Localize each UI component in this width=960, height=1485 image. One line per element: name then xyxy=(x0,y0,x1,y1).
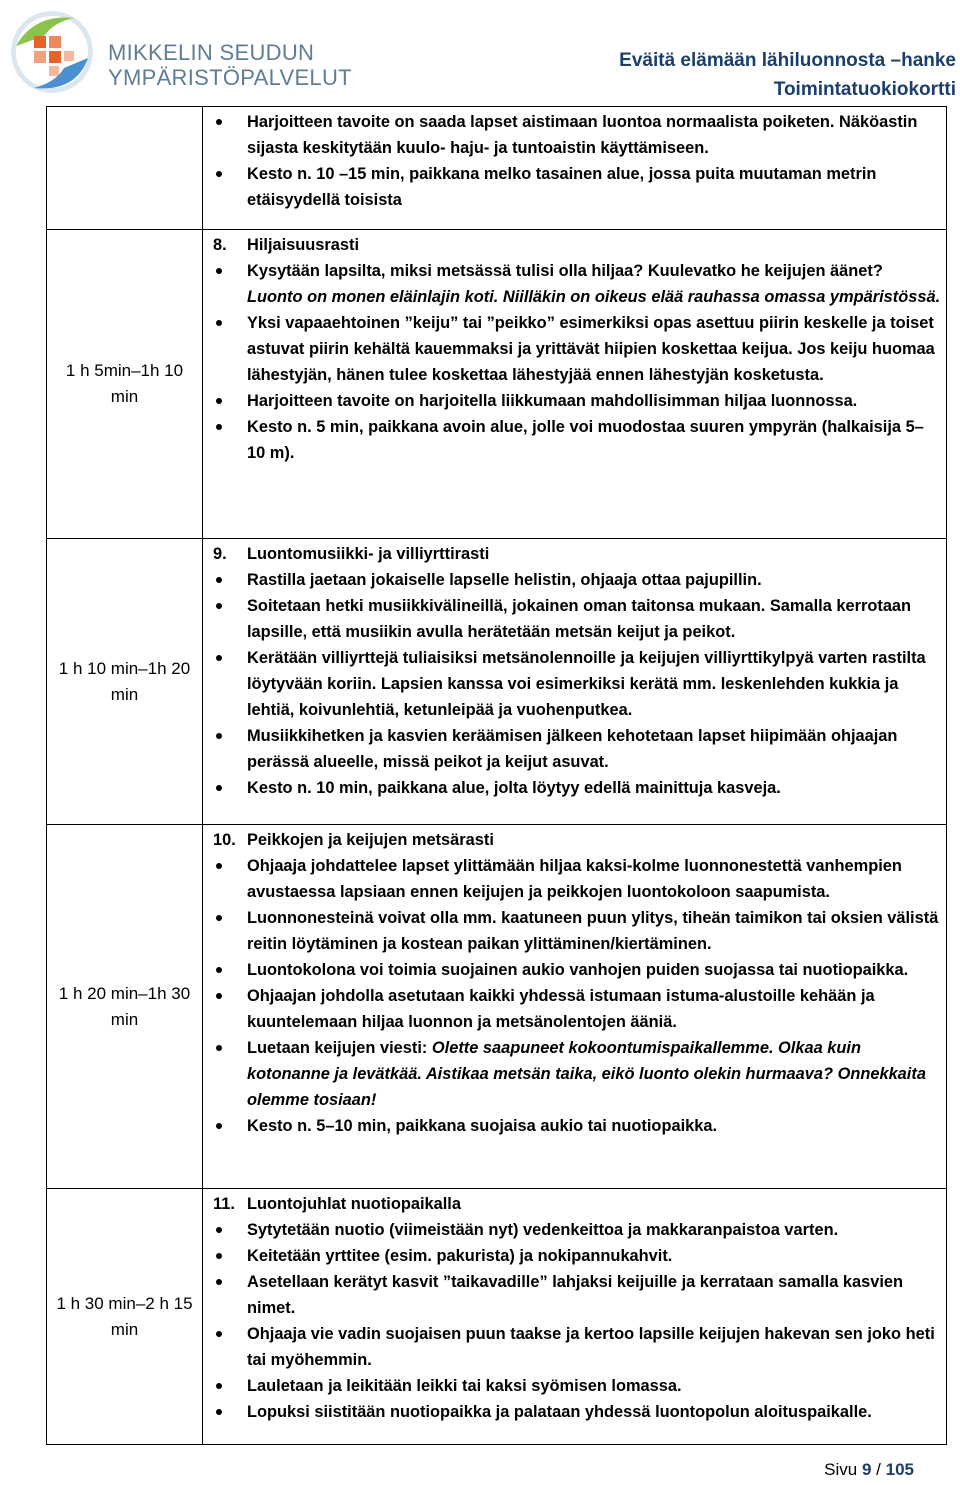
org-name xyxy=(108,40,352,90)
station-title: Peikkojen ja keijujen metsärasti xyxy=(247,831,494,849)
bullet-item xyxy=(203,1113,942,1139)
bullet-text: Soitetaan hetki musiikkivälineillä, jokainen oman taitonsa mukaan. Samalla kerrotaan lapsille, että musiikin avulla herätetään metsän keijut ja peikot. xyxy=(247,597,912,641)
station-title: Luontojuhlat nuotiopaikalla xyxy=(247,1195,461,1213)
time-cell: 1 h 30 min–2 h 15 min xyxy=(47,1189,203,1445)
bullet-text: Asetellaan kerätyt kasvit ”taikavadille” lahjaksi keijuille ja kerrataan samalla kasvien nimet. xyxy=(247,1273,904,1317)
schedule-row xyxy=(47,539,947,825)
bullet-text: Harjoitteen tavoite on harjoitella liikkumaan mahdollisimman hiljaa luonnossa. xyxy=(247,392,858,410)
bullet-item xyxy=(203,1269,942,1321)
bullet-item xyxy=(203,388,942,414)
time-cell xyxy=(47,107,203,230)
bullet-item xyxy=(203,1035,942,1113)
bullet-text: Ohjaajan johdolla asetutaan kaikki yhdessä istumaan istuma-alustoille kehään ja kuuntelemaan hiljaa luonnon ja metsänolentojen ääniä. xyxy=(247,987,875,1031)
document-type: Toimintatuokiokortti xyxy=(773,79,956,100)
bullet-item xyxy=(203,161,942,213)
org-name-line2: YMPÄRISTÖPALVELUT xyxy=(108,65,352,90)
page-footer xyxy=(824,1460,914,1480)
activity-table xyxy=(46,106,947,1445)
bullet-text: Lauletaan ja leikitään leikki tai kaksi syömisen lomassa. xyxy=(247,1377,682,1395)
schedule-row xyxy=(47,1189,947,1445)
bullet-text: Olette saapuneet kokoontumispaikallemme. Olkaa kuin kotonanne ja levätkää. Aistikaa metsän taika, eikö luonto olekin hurmaava? Onnekkaita olemme tosiaan! xyxy=(247,1039,926,1109)
station-number: 10. xyxy=(213,831,236,849)
bullet-text: Luetaan keijujen viesti: xyxy=(247,1039,432,1057)
total-pages: 105 xyxy=(885,1460,914,1479)
bullet-item xyxy=(203,853,942,905)
bullet-text: Sytytetään nuotio (viimeistään nyt) vedenkeittoa ja makkaranpaistoa varten. xyxy=(247,1221,839,1239)
station-heading xyxy=(203,232,942,258)
bullet-item xyxy=(203,109,942,161)
bullet-text: Ohjaaja johdattelee lapset ylittämään hiljaa kaksi-kolme luonnonestettä vanhempien avustaessa lapsiaan ennen keijujen ja peikkojen luontokoloon saapumista. xyxy=(247,857,902,901)
bullet-list xyxy=(203,258,942,466)
bullet-list xyxy=(203,567,942,801)
activity-cell xyxy=(203,1189,947,1445)
bullet-item xyxy=(203,645,942,723)
station-heading xyxy=(203,1191,942,1217)
page-header xyxy=(619,46,956,104)
logo-emblem-icon xyxy=(4,6,104,98)
bullet-item xyxy=(203,414,942,466)
bullet-text: Kesto n. 5 min, paikkana avoin alue, jolle voi muodostaa suuren ympyrän (halkaisija 5–10 m). xyxy=(247,418,924,462)
bullet-item xyxy=(203,567,942,593)
bullet-item xyxy=(203,1217,942,1243)
bullet-item xyxy=(203,1399,942,1425)
bullet-text: –15 min, paikkana melko tasainen alue, jossa puita muutaman metrin etäisyydellä toisista xyxy=(247,165,877,209)
bullet-item xyxy=(203,258,942,310)
activity-table-body xyxy=(47,107,947,1445)
station-heading xyxy=(203,827,942,853)
station-heading xyxy=(203,541,942,567)
bullet-item xyxy=(203,1321,942,1373)
bullet-list xyxy=(203,1217,942,1425)
bullet-text: Luonto on monen eläinlajin koti. Niilläkin on oikeus elää rauhassa omassa ympäristössä. xyxy=(247,288,941,306)
bullet-item xyxy=(203,905,942,957)
bullet-text: Musiikkihetken ja kasvien keräämisen jälkeen kehotetaan lapset hiipimään ohjaajan perässä alueelle, missä peikot ja keijut asuvat. xyxy=(247,727,898,771)
bullet-text: Kerätään villiyrttejä tuliaisiksi metsänolennoille ja keijujen villiyrttikylpyä varten rastilta löytyvään koriin. Lapsien kanssa voi esimerkiksi kerätä mm. leskenlehden kukkia ja lehtiä, koivunlehtiä, ketunleipää ja vuohenputkea. xyxy=(247,649,926,719)
bullet-text: Yksi vapaaehtoinen ”keiju” tai ”peikko” esimerkiksi opas asettuu piirin keskelle ja toiset astuvat piirin kehältä kauemmaksi ja yrittävät hiipien koskettaa keijua. Jos keiju huomaa lähestyjän, hänen tulee koskettaa lähestyjää ennen lähestyjän kosketusta. xyxy=(247,314,935,384)
bullet-list xyxy=(203,109,942,213)
bullet-item xyxy=(203,310,942,388)
bullet-item xyxy=(203,1373,942,1399)
bullet-text: Kysytään lapsilta, miksi metsässä tulisi olla hiljaa? Kuulevatko he keijujen äänet? xyxy=(247,262,883,280)
activity-cell xyxy=(203,107,947,230)
bullet-text: Keitetään yrttitee (esim. pakurista) ja nokipannukahvit. xyxy=(247,1247,673,1265)
bullet-list xyxy=(203,853,942,1139)
activity-cell xyxy=(203,230,947,539)
bullet-text: Rastilla jaetaan jokaiselle lapselle helistin, ohjaaja ottaa pajupillin. xyxy=(247,571,762,589)
page-number: 9 xyxy=(861,1460,872,1479)
bullet-text: Lopuksi siistitään nuotiopaikka ja palataan yhdessä luontopolun aloituspaikalle. xyxy=(247,1403,872,1421)
station-number: 9. xyxy=(213,545,227,563)
time-cell: 1 h 10 min–1h 20 min xyxy=(47,539,203,825)
schedule-row xyxy=(47,107,947,230)
project-title: Eväitä elämään lähiluonnosta –hanke xyxy=(619,50,956,71)
org-logo xyxy=(4,6,352,98)
bullet-text: Kesto n. 10 xyxy=(247,165,339,183)
time-cell: 1 h 5min–1h 10 min xyxy=(47,230,203,539)
bullet-item xyxy=(203,1243,942,1269)
bullet-item xyxy=(203,775,942,801)
bullet-item xyxy=(203,983,942,1035)
org-name-line1: MIKKELIN SEUDUN xyxy=(108,40,315,65)
bullet-text: Kesto n. 5–10 min, paikkana suojaisa aukio tai nuotiopaikka. xyxy=(247,1117,718,1135)
bullet-item xyxy=(203,593,942,645)
bullet-text: Harjoitteen tavoite on saada lapset aistimaan luontoa normaalista poiketen. Näköastin sijasta keskitytään kuulo- haju- ja tuntoaistin käyttämiseen. xyxy=(247,113,918,157)
page-separator: / xyxy=(876,1460,881,1479)
station-title: Luontomusiikki- ja villiyrttirasti xyxy=(247,545,490,563)
bullet-item xyxy=(203,723,942,775)
bullet-text: Kesto n. 10 min, paikkana alue, jolta löytyy edellä mainittuja kasveja. xyxy=(247,779,781,797)
time-cell: 1 h 20 min–1h 30 min xyxy=(47,825,203,1189)
schedule-row xyxy=(47,825,947,1189)
bullet-text: Ohjaaja vie vadin suojaisen puun taakse ja kertoo lapsille keijujen hakevan sen joko heti tai myöhemmin. xyxy=(247,1325,935,1369)
station-number: 8. xyxy=(213,236,227,254)
page-label: Sivu xyxy=(824,1460,858,1479)
activity-cell xyxy=(203,825,947,1189)
station-number: 11. xyxy=(213,1195,235,1213)
bullet-item xyxy=(203,957,942,983)
schedule-row xyxy=(47,230,947,539)
bullet-text: Luontokolona voi toimia suojainen aukio vanhojen puiden suojassa tai nuotiopaikka. xyxy=(247,961,909,979)
activity-cell xyxy=(203,539,947,825)
station-title: Hiljaisuusrasti xyxy=(247,236,360,254)
bullet-text: Luonnonesteinä voivat olla mm. kaatuneen puun ylitys, tiheän taimikon tai oksien välistä reitin löytäminen ja kostean paikan ylittäminen/kiertäminen. xyxy=(247,909,939,953)
